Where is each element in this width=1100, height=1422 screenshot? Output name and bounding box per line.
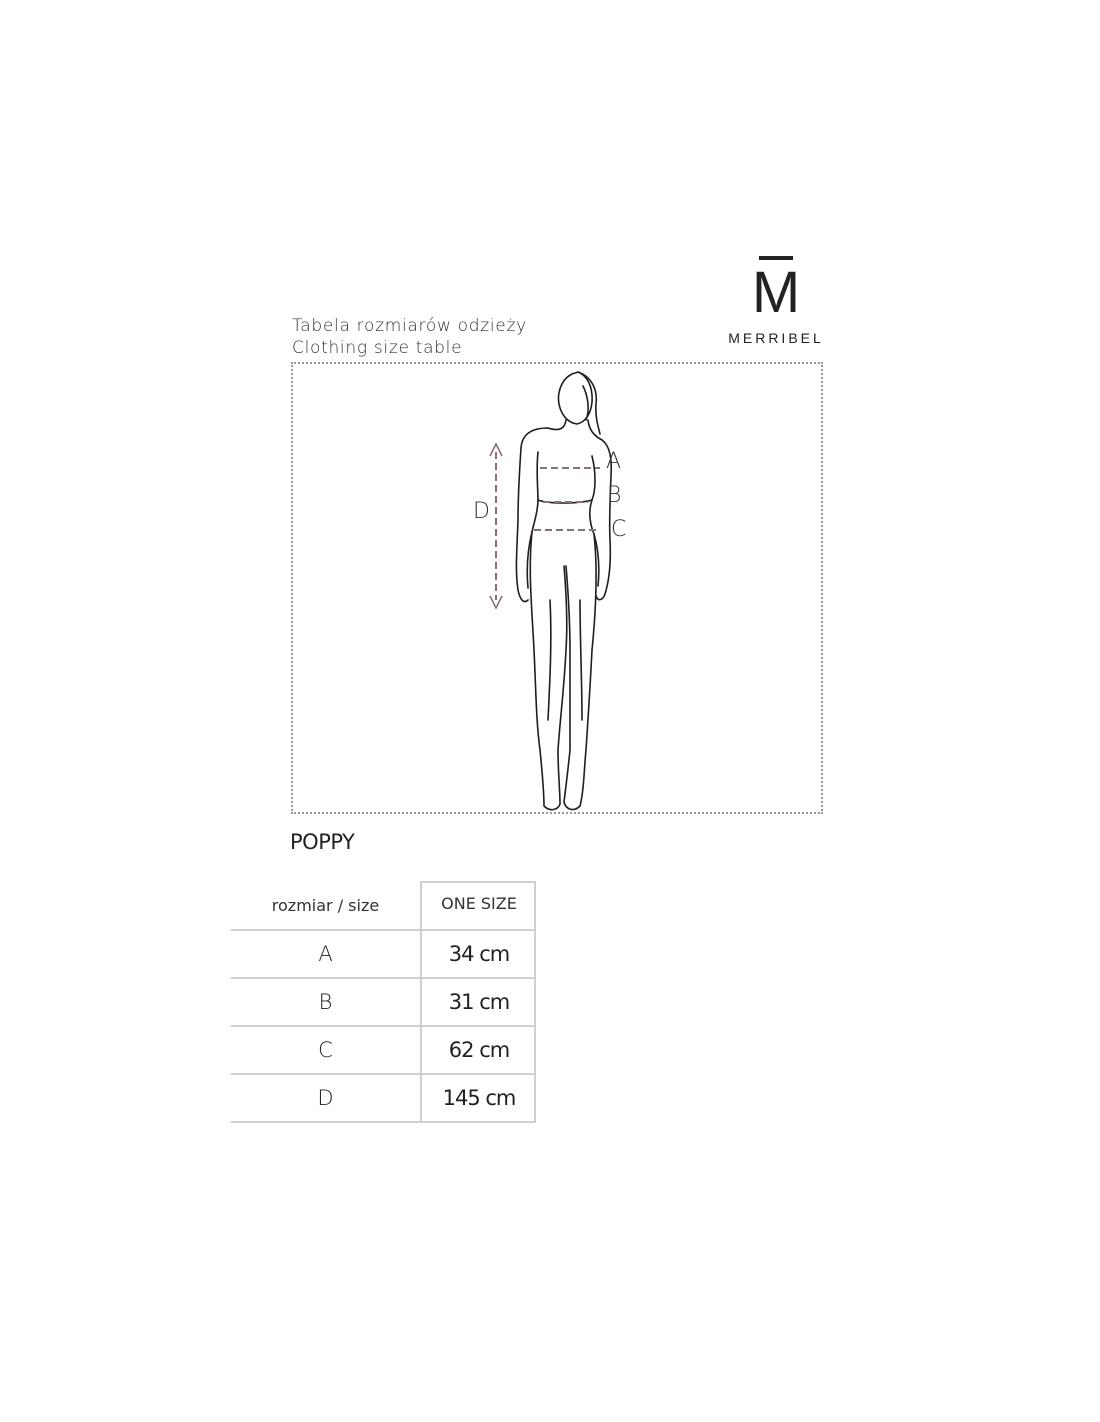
table-divider bbox=[231, 1121, 536, 1123]
product-name: POPPY bbox=[290, 830, 355, 854]
measure-label-c: C bbox=[611, 517, 627, 542]
table-divider bbox=[422, 881, 536, 883]
table-divider bbox=[231, 977, 536, 979]
table-row-label: D bbox=[317, 1086, 334, 1110]
table-row-value: 31 cm bbox=[448, 990, 510, 1014]
table-divider bbox=[231, 929, 536, 931]
measure-label-a: A bbox=[606, 449, 622, 474]
table-row-value: 62 cm bbox=[448, 1038, 510, 1062]
table-row-label: C bbox=[318, 1038, 333, 1062]
left-leg-outline bbox=[530, 532, 567, 810]
table-row-label: A bbox=[318, 942, 333, 966]
left-arm-outline bbox=[516, 428, 548, 602]
table-header-size: ONE SIZE bbox=[441, 893, 517, 913]
table-header-label: rozmiar / size bbox=[271, 895, 380, 915]
table-divider bbox=[420, 881, 422, 1123]
table-divider bbox=[231, 1025, 536, 1027]
table-divider bbox=[534, 881, 536, 1123]
measure-label-d: D bbox=[473, 499, 490, 524]
table-row-value: 145 cm bbox=[442, 1086, 516, 1110]
brand-name: MERRIBEL bbox=[728, 330, 824, 346]
measure-label-b: B bbox=[607, 483, 622, 508]
title-english: Clothing size table bbox=[292, 338, 463, 358]
table-row-label: B bbox=[318, 990, 333, 1014]
right-leg-outline bbox=[564, 534, 596, 809]
logo-initial: M bbox=[751, 260, 801, 325]
table-row-value: 34 cm bbox=[448, 942, 510, 966]
title-polish: Tabela rozmiarów odzieży bbox=[292, 316, 527, 336]
table-divider bbox=[231, 1073, 536, 1075]
